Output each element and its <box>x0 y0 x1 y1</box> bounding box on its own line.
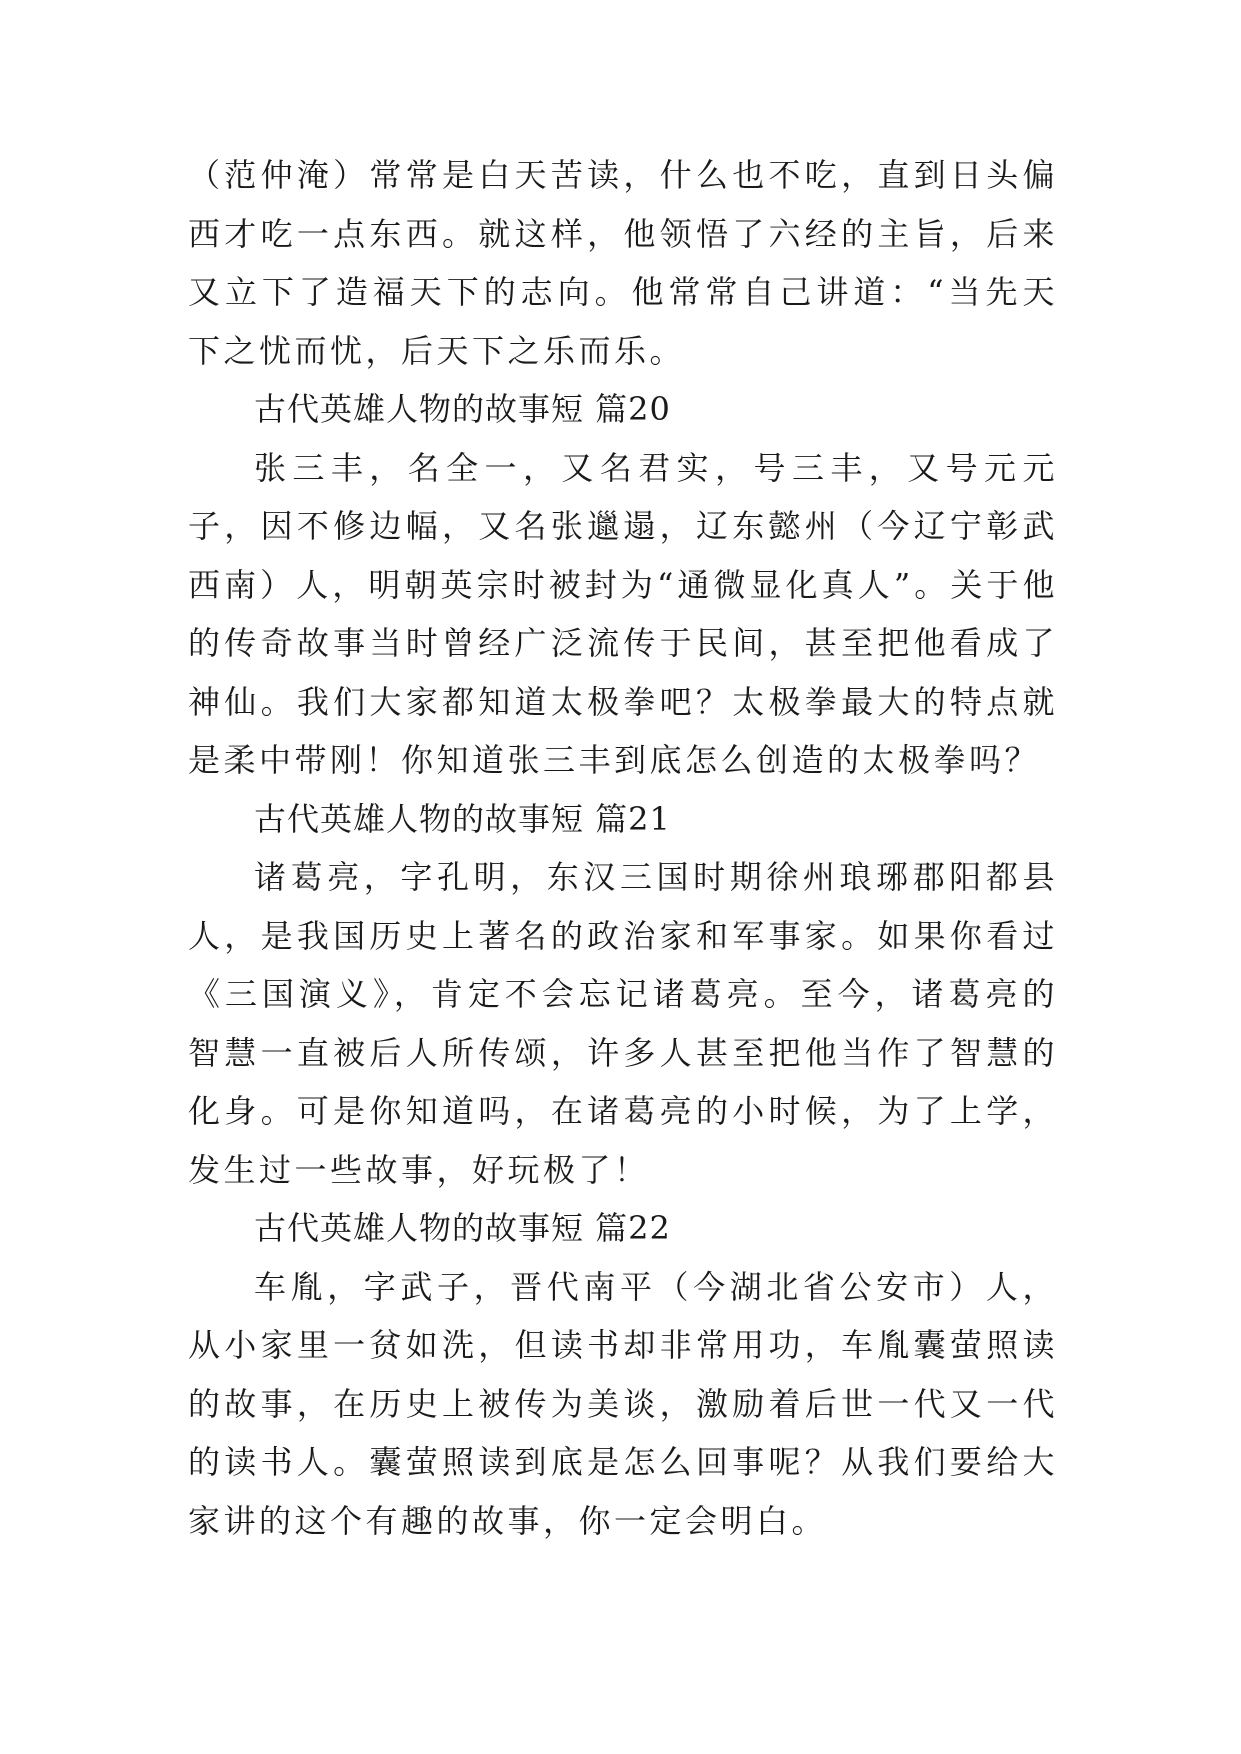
section-heading-20: 古代英雄人物的故事短 篇20 <box>254 390 671 428</box>
document-body <box>188 146 1058 1550</box>
paragraph-che-yin: 车胤，字武子，晋代南平（今湖北省公安市）人，从小家里一贫如洗，但读书却非常用功，车胤囊萤照读的故事，在历史上被传为美谈，激励着后世一代又一代的读书人。囊萤照读到底是怎么回事呢？从我们要给大家讲的这个有趣的故事，你一定会明白。 <box>188 1267 1058 1540</box>
section-heading-21: 古代英雄人物的故事短 篇21 <box>254 799 671 838</box>
paragraph-fan-zhongyan: （范仲淹）常常是白天苦读，什么也不吃，直到日头偏西才吃一点东西。就这样，他领悟了六经的主旨，后来又立下了造福天下的志向。他常常自己讲道：“当先天下之忧而忧，后天下之乐而乐。 <box>188 156 1058 370</box>
section-heading-22: 古代英雄人物的故事短 篇22 <box>254 1209 671 1247</box>
paragraph-zhang-sanfeng: 张三丰，名全一，又名君实，号三丰，又号元元子，因不修边幅，又名张邋遢，辽东懿州（今辽宁彰武西南）人，明朝英宗时被封为“通微显化真人”。关于他的传奇故事当时曾经广泛流传于民间，甚至把他看成了神仙。我们大家都知道太极拳吧？太极拳最大的特点就是柔中带刚！你知道张三丰到底怎么创造的太极拳吗？ <box>188 448 1058 779</box>
paragraph-zhuge-liang: 诸葛亮，字孔明，东汉三国时期徐州琅琊郡阳都县人，是我国历史上著名的政治家和军事家。如果你看过《三国演义》，肯定不会忘记诸葛亮。至今，诸葛亮的智慧一直被后人所传颂，许多人甚至把他当作了智慧的化身。可是你知道吗，在诸葛亮的小时候，为了上学，发生过一些故事，好玩极了！ <box>188 858 1058 1189</box>
